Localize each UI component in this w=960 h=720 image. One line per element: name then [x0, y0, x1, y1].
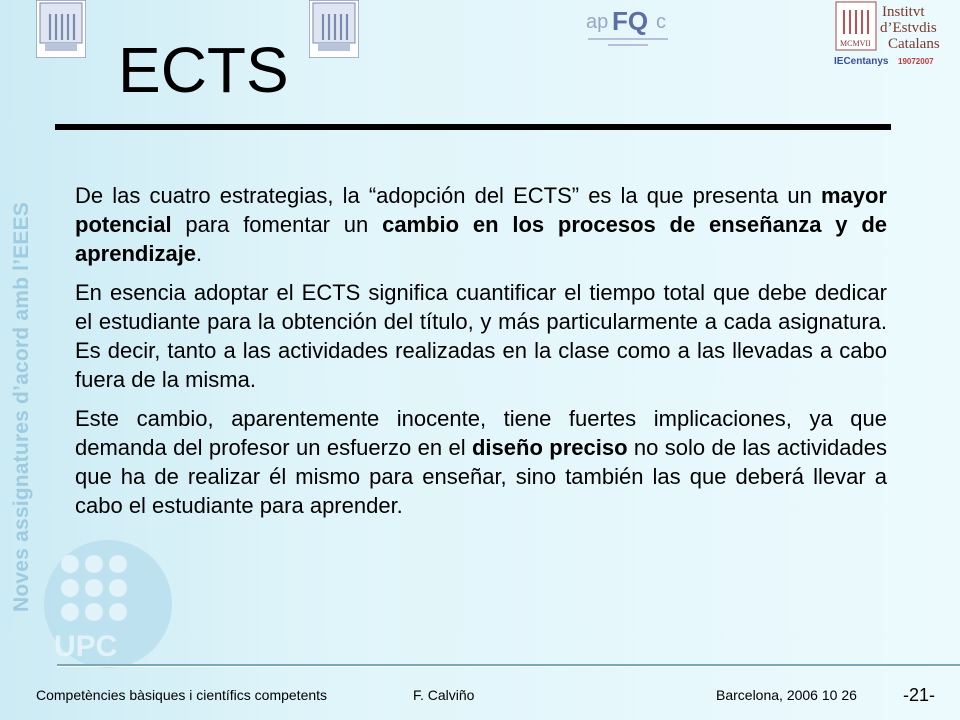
footer-course: Competències bàsiques i científics competents: [36, 687, 328, 703]
text-run: .: [196, 241, 203, 266]
iec-line-1: Institvt: [882, 4, 925, 20]
apfqc-fq: FQ: [612, 6, 649, 36]
emphasis-text: mayor potencial: [75, 183, 887, 237]
iec-centenary-b: 19072007: [898, 57, 934, 66]
body-text: [75, 181, 887, 530]
iec-centenary-a: IECentanys: [834, 56, 889, 67]
paragraph: [75, 181, 887, 268]
footer-date: Barcelona, 2006 10 26: [716, 687, 857, 703]
emphasis-text: diseño preciso: [471, 435, 628, 460]
side-title: Noves assignatures d’acord amb l’EEES: [10, 201, 33, 612]
text-run: En esencia adoptar el ECTS significa cuantificar el tiempo total que debe dedicar el estudiante para la obtención del título, y más particularmente a cada asignatura. Es decir, tanto a las actividades realizadas en la clase como a las llevadas a cabo fuera de la misma.: [75, 280, 887, 392]
emphasis-text: cambio en los procesos de enseñanza y de aprendizaje: [75, 212, 887, 266]
scq-crest-logo: [36, 0, 86, 63]
iec-logo: [832, 0, 960, 70]
page-title: ECTS: [118, 34, 289, 106]
apfqc-c: c: [656, 11, 666, 33]
iec-line-3: Catalans: [888, 36, 940, 52]
paragraph: [75, 404, 887, 520]
title-rule: [55, 124, 891, 130]
text-run: De las cuatro estrategias, la “adopción del ECTS” es la que presenta un: [75, 183, 821, 208]
text-run: no solo de las actividades que ha de realizar él mismo para enseñar, sino también las que deberá llevar a cabo el estudiante para aprender.: [75, 435, 887, 518]
iec-line-2: d’Estvdis: [880, 20, 937, 36]
text-run: para fomentar un: [171, 212, 383, 237]
apfqc-logo: [584, 4, 674, 54]
footer-rule: [57, 664, 960, 667]
paragraph: [75, 278, 887, 394]
svg-text:UPC: UPC: [54, 630, 118, 663]
scq-crest-logo-2: [309, 0, 359, 63]
iec-seal-text: MCMVII: [840, 39, 871, 48]
text-run: Este cambio, aparentemente inocente, tiene fuertes implicaciones, ya que demanda del profesor un esfuerzo en el: [75, 406, 887, 460]
page-number: -21-: [903, 685, 936, 705]
upc-logo-watermark: [42, 538, 174, 670]
apfqc-ap: ap: [586, 11, 609, 33]
footer-author: F. Calviño: [413, 687, 475, 703]
